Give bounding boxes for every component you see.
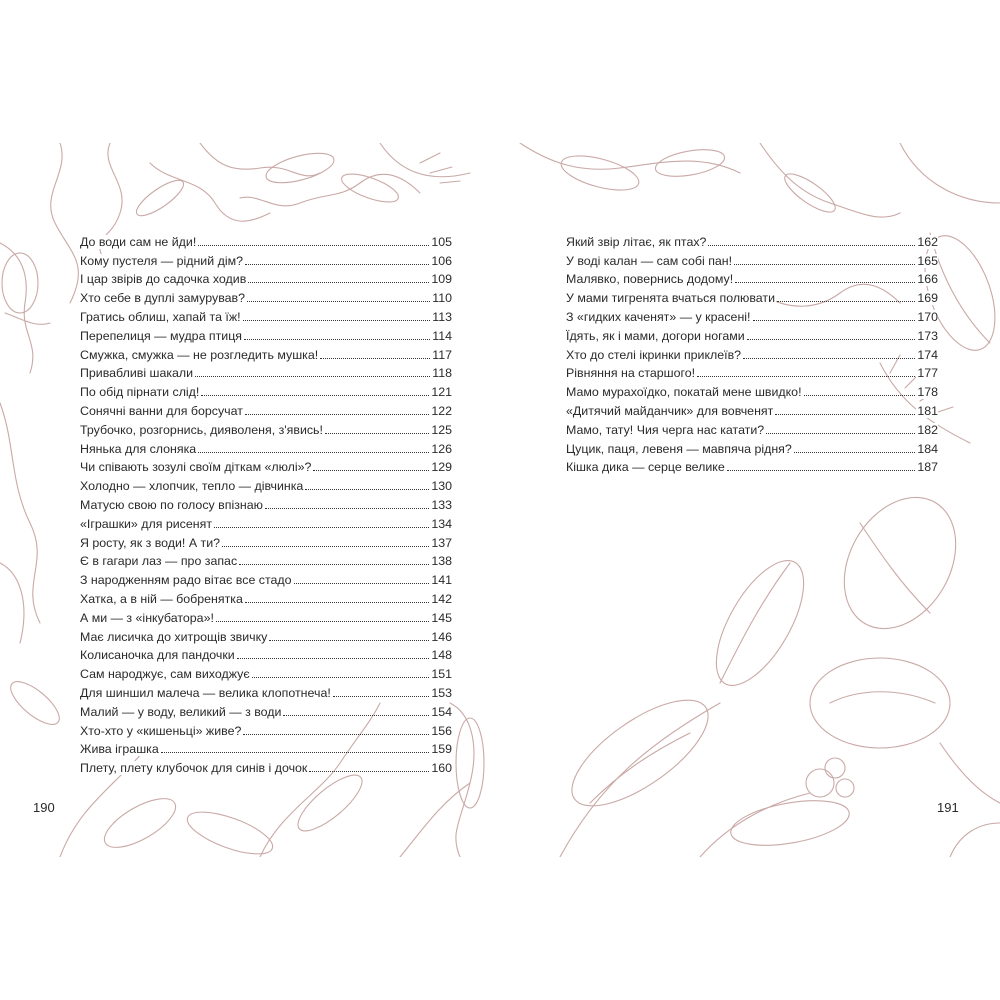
toc-entry-page: 177: [917, 366, 938, 381]
toc-entry[interactable]: [80, 437, 452, 456]
toc-entry-title: По обід пірнати слід!: [80, 385, 200, 400]
toc-entry-page: 130: [431, 479, 452, 494]
toc-entry-title: Перепелиця — мудра птиця: [80, 328, 243, 343]
dot-leader: [309, 771, 429, 772]
toc-entry-page: 117: [432, 347, 452, 362]
toc-entry-page: 156: [431, 723, 452, 738]
toc-entry[interactable]: [80, 681, 452, 700]
toc-right: [566, 230, 938, 474]
toc-entry-title: Для шиншил малеча — велика клопотнеча!: [80, 685, 331, 700]
toc-entry[interactable]: [566, 324, 938, 343]
toc-entry[interactable]: [80, 324, 452, 343]
toc-entry[interactable]: [80, 268, 452, 287]
toc-entry[interactable]: [566, 249, 938, 268]
toc-entry[interactable]: [80, 230, 452, 249]
toc-entry[interactable]: [80, 343, 452, 362]
dot-leader: [195, 376, 430, 377]
dot-leader: [237, 658, 430, 659]
toc-entry-page: 125: [431, 422, 452, 437]
toc-entry[interactable]: [80, 456, 452, 475]
toc-entry-page: 162: [917, 234, 938, 249]
toc-entry-page: 133: [431, 497, 452, 512]
toc-entry-page: 110: [432, 291, 452, 306]
dot-leader: [222, 546, 429, 547]
toc-entry[interactable]: [80, 380, 452, 399]
toc-entry[interactable]: [80, 362, 452, 381]
toc-entry-title: Гратись облиш, хапай та їж!: [80, 309, 241, 324]
book-spread: [0, 143, 1000, 857]
toc-entry-title: Хатка, а в ній — бобренятка: [80, 591, 243, 606]
toc-entry-page: 129: [431, 460, 452, 475]
toc-entry-page: 170: [917, 309, 938, 324]
toc-entry-page: 182: [917, 422, 938, 437]
toc-entry[interactable]: [80, 550, 452, 569]
toc-entry[interactable]: [80, 606, 452, 625]
toc-entry-title: «Іграшки» для рисенят: [80, 516, 212, 531]
toc-entry[interactable]: [80, 587, 452, 606]
dot-leader: [245, 414, 429, 415]
toc-entry-page: 174: [917, 347, 938, 362]
toc-entry-page: 169: [917, 291, 938, 306]
toc-entry-page: 178: [917, 385, 938, 400]
dot-leader: [804, 395, 916, 396]
dot-leader: [794, 452, 916, 453]
dot-leader: [245, 264, 429, 265]
toc-entry[interactable]: [80, 738, 452, 757]
toc-entry[interactable]: [80, 286, 452, 305]
dot-leader: [753, 320, 916, 321]
toc-entry-page: 109: [431, 272, 452, 287]
toc-entry-title: Мамо, тату! Чия черга нас катати?: [566, 422, 765, 437]
toc-entry[interactable]: [80, 756, 452, 775]
dot-leader: [305, 489, 429, 490]
dot-leader: [727, 470, 916, 471]
dot-leader: [265, 508, 429, 509]
toc-entry-page: 146: [431, 629, 452, 644]
toc-entry-page: 151: [431, 667, 452, 682]
dot-leader: [244, 339, 430, 340]
toc-entry-page: 165: [917, 253, 938, 268]
toc-entry-title: Плету, плету клубочок для синів і дочок: [80, 761, 308, 776]
dot-leader: [201, 395, 429, 396]
dot-leader: [777, 301, 915, 302]
toc-entry-page: 138: [431, 554, 452, 569]
dot-leader: [294, 583, 430, 584]
toc-entry[interactable]: [80, 305, 452, 324]
dot-leader: [743, 358, 915, 359]
toc-entry[interactable]: [566, 362, 938, 381]
toc-entry[interactable]: [80, 568, 452, 587]
toc-entry[interactable]: [80, 625, 452, 644]
toc-entry-title: Чи співають зозулі своїм діткам «люлі»?: [80, 460, 312, 475]
toc-entry[interactable]: [566, 343, 938, 362]
toc-entry-page: 118: [432, 366, 452, 381]
toc-entry[interactable]: [80, 474, 452, 493]
toc-entry[interactable]: [566, 437, 938, 456]
toc-entry[interactable]: [80, 399, 452, 418]
toc-entry-title: Я росту, як з води! А ти?: [80, 535, 221, 550]
toc-entry-page: 145: [431, 610, 452, 625]
toc-entry-title: Трубочко, розгорнись, дияволеня, з'явись!: [80, 422, 323, 437]
toc-entry-page: 166: [917, 272, 938, 287]
dot-leader: [269, 640, 429, 641]
toc-entry-page: 148: [431, 648, 452, 663]
toc-entry[interactable]: [566, 418, 938, 437]
toc-entry-title: До води сам не йди!: [80, 234, 197, 249]
toc-entry[interactable]: [80, 644, 452, 663]
toc-entry-title: З народженням радо вітає все стадо: [80, 573, 292, 588]
toc-entry-page: 122: [431, 403, 452, 418]
dot-leader: [734, 264, 915, 265]
toc-entry-title: Колисаночка для пандочки: [80, 648, 235, 663]
toc-entry[interactable]: [80, 719, 452, 738]
toc-entry-page: 153: [431, 685, 452, 700]
toc-entry[interactable]: [566, 305, 938, 324]
toc-entry-page: 159: [431, 742, 452, 757]
toc-entry-title: Малявко, повернись додому!: [566, 272, 734, 287]
toc-entry[interactable]: [80, 493, 452, 512]
toc-entry[interactable]: [566, 286, 938, 305]
toc-entry-page: 113: [432, 309, 452, 324]
dot-leader: [320, 358, 430, 359]
toc-entry-title: Хто себе в дуплі замурував?: [80, 291, 245, 306]
toc-entry-page: 184: [917, 441, 938, 456]
toc-entry-page: 142: [431, 591, 452, 606]
toc-entry-title: У воді калан — сам собі пан!: [566, 253, 733, 268]
dot-leader: [313, 470, 429, 471]
dot-leader: [283, 715, 429, 716]
toc-entry[interactable]: [80, 418, 452, 437]
toc-entry-title: Матусю свою по голосу впізнаю: [80, 497, 263, 512]
toc-entry[interactable]: [80, 512, 452, 531]
dot-leader: [697, 376, 915, 377]
dot-leader: [747, 339, 916, 340]
toc-entry-title: Рівняння на старшого!: [566, 366, 696, 381]
dot-leader: [243, 320, 431, 321]
toc-entry-page: 121: [431, 385, 452, 400]
toc-entry-title: Хто-хто у «кишеньці» живе?: [80, 723, 242, 738]
page-number-right: 191: [937, 800, 959, 815]
dot-leader: [248, 282, 429, 283]
toc-entry-title: Мамо мурахоїдко, покатай мене швидко!: [566, 385, 802, 400]
toc-entry[interactable]: [566, 399, 938, 418]
toc-entry-title: Малий — у воду, великий — з води: [80, 704, 282, 719]
toc-entry-title: Який звір літає, як птах?: [566, 234, 707, 249]
toc-entry[interactable]: [566, 456, 938, 475]
toc-entry-title: У мами тигренята вчаться полювати: [566, 291, 776, 306]
toc-entry[interactable]: [80, 700, 452, 719]
toc-entry-title: З «гидких каченят» — у красені!: [566, 309, 751, 324]
toc-entry-title: Їдять, як і мами, догори ногами: [566, 328, 745, 343]
toc-entry-title: Сонячні ванни для борсучат: [80, 403, 243, 418]
toc-entry[interactable]: [566, 380, 938, 399]
toc-entry-title: Має лисичка до хитрощів звичку: [80, 629, 268, 644]
dot-leader: [247, 301, 430, 302]
toc-entry-title: Смужка, смужка — не розгледить мушка!: [80, 347, 319, 362]
dot-leader: [216, 621, 429, 622]
toc-entry-page: 137: [431, 535, 452, 550]
toc-entry[interactable]: [80, 531, 452, 550]
toc-entry-page: 106: [431, 253, 452, 268]
dot-leader: [708, 245, 915, 246]
toc-entry-page: 141: [431, 573, 452, 588]
toc-entry-page: 134: [431, 516, 452, 531]
toc-left: [80, 230, 452, 775]
toc-entry[interactable]: [80, 662, 452, 681]
dot-leader: [243, 734, 429, 735]
toc-entry-page: 154: [431, 704, 452, 719]
toc-entry-title: Сам народжує, сам виходжує: [80, 667, 250, 682]
toc-entry-title: Жива іграшка: [80, 742, 159, 757]
dot-leader: [198, 452, 429, 453]
dot-leader: [333, 696, 430, 697]
toc-entry-page: 187: [917, 460, 938, 475]
toc-entry-title: «Дитячий майданчик» для вовченят: [566, 403, 774, 418]
toc-entry-page: 126: [431, 441, 452, 456]
dot-leader: [161, 752, 430, 753]
toc-entry-title: Є в гагари лаз — про запас: [80, 554, 238, 569]
toc-entry-title: А ми — з «інкубатора»!: [80, 610, 214, 625]
dot-leader: [245, 602, 429, 603]
dot-leader: [766, 433, 915, 434]
toc-entry-title: І цар звірів до садочка ходив: [80, 272, 247, 287]
toc-entry[interactable]: [566, 268, 938, 287]
toc-entry-title: Кому пустеля — рідний дім?: [80, 253, 243, 268]
toc-entry-page: 105: [431, 234, 452, 249]
toc-entry-title: Привабливі шакали: [80, 366, 194, 381]
toc-entry-page: 173: [917, 328, 938, 343]
dot-leader: [198, 245, 429, 246]
toc-entry-page: 114: [432, 328, 452, 343]
toc-entry-title: Цуцик, паця, левеня — мавпяча рідня?: [566, 441, 792, 456]
dot-leader: [252, 677, 430, 678]
toc-entry-page: 160: [431, 761, 452, 776]
dot-leader: [735, 282, 915, 283]
dot-leader: [239, 564, 429, 565]
toc-entry-title: Хто до стелі ікринки приклеїв?: [566, 347, 742, 362]
toc-entry-page: 181: [917, 403, 938, 418]
toc-entry[interactable]: [566, 230, 938, 249]
toc-entry-title: Холодно — хлопчик, тепло — дівчинка: [80, 479, 304, 494]
dot-leader: [214, 527, 429, 528]
page-number-left: 190: [33, 800, 55, 815]
toc-entry[interactable]: [80, 249, 452, 268]
toc-entry-title: Кішка дика — серце велике: [566, 460, 725, 475]
toc-entry-title: Нянька для слоняка: [80, 441, 197, 456]
dot-leader: [775, 414, 915, 415]
dot-leader: [325, 433, 429, 434]
